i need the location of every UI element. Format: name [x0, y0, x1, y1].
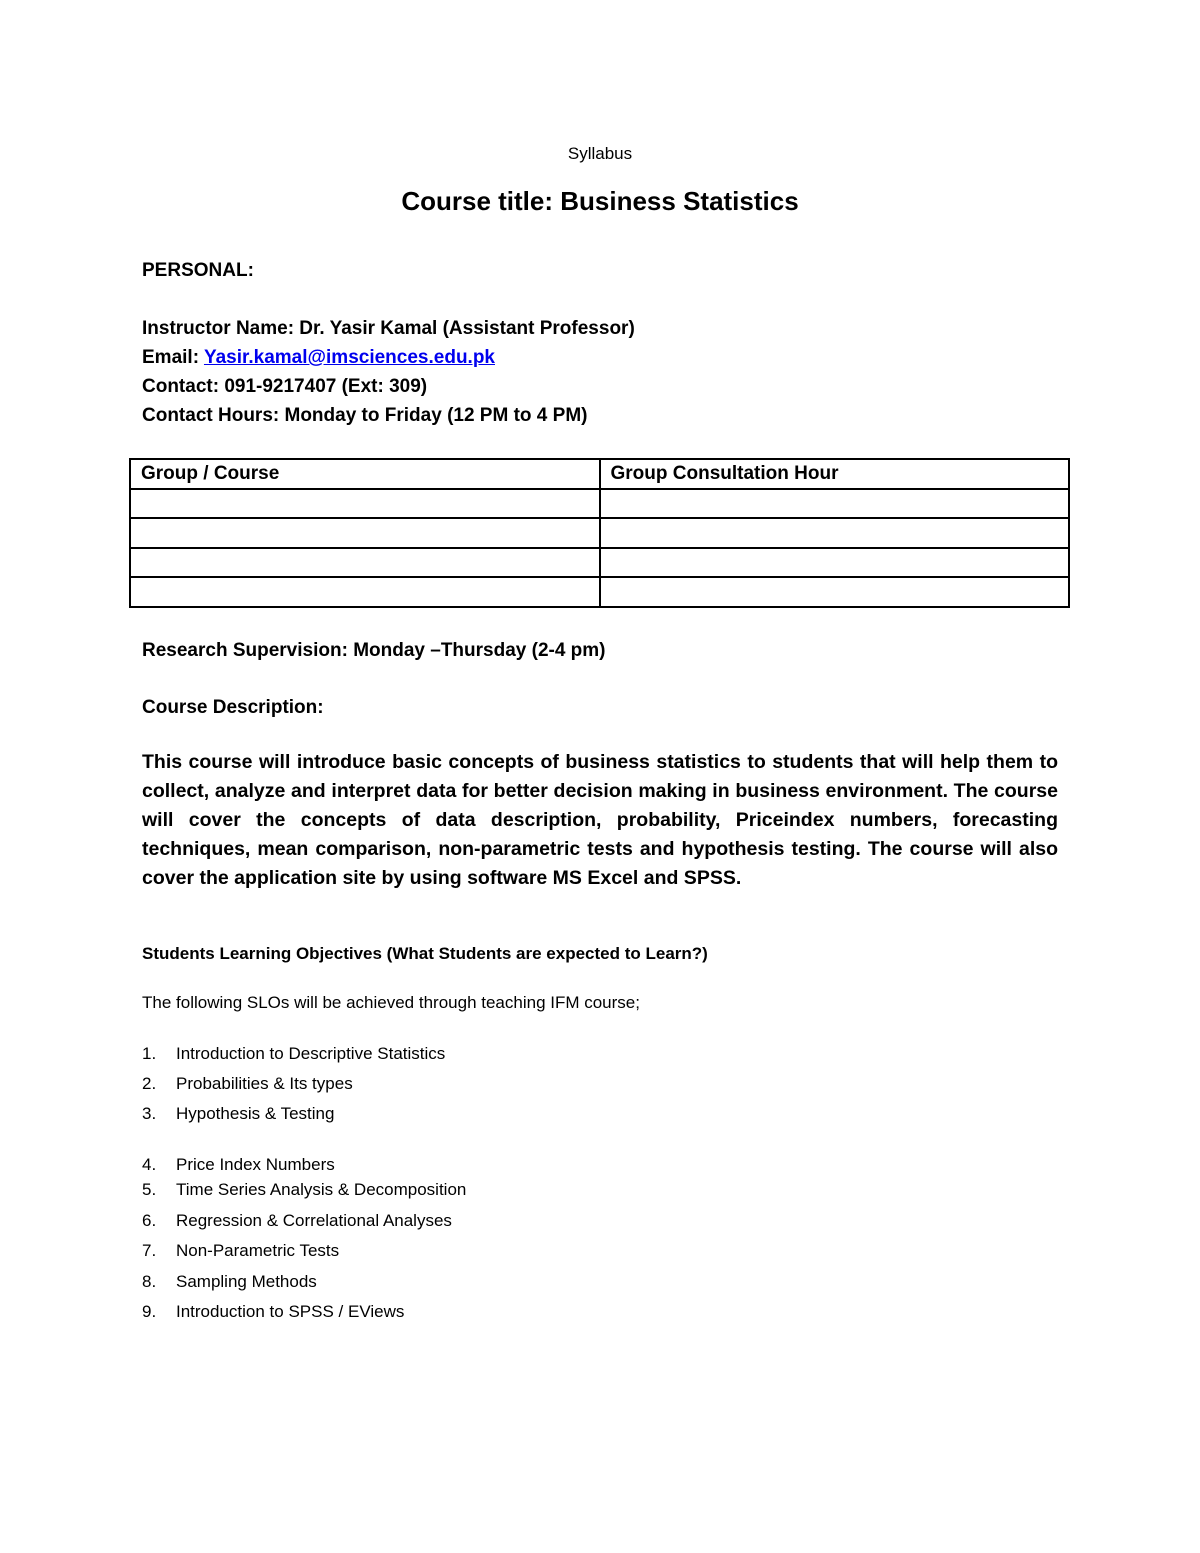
table-header-row	[130, 459, 1069, 489]
list-number: 5.	[142, 1180, 157, 1199]
list-text: Introduction to Descriptive Statistics	[176, 1044, 446, 1063]
list-number: 7.	[142, 1241, 157, 1260]
table-cell	[130, 518, 600, 548]
list-item	[142, 1180, 466, 1200]
table-cell	[130, 548, 600, 578]
table-row	[130, 548, 1069, 578]
list-number: 3.	[142, 1104, 157, 1123]
table-cell	[600, 548, 1070, 578]
table-row	[130, 577, 1069, 607]
list-item	[142, 1104, 334, 1124]
list-item	[142, 1272, 317, 1292]
table-cell	[600, 518, 1070, 548]
document-label: Syllabus	[567, 144, 633, 163]
email-link[interactable]: Yasir.kamal@imsciences.edu.pk	[203, 347, 495, 368]
group-consultation-table	[129, 458, 1070, 608]
list-number: 2.	[142, 1074, 157, 1093]
list-number: 1.	[142, 1044, 157, 1063]
contact-number: Contact: 091-9217407 (Ext: 309)	[142, 376, 428, 397]
course-description-heading: Course Description:	[142, 697, 324, 718]
table-cell	[600, 489, 1070, 519]
email-label: Email:	[142, 347, 204, 368]
slo-heading: Students Learning Objectives (What Students are expected to Learn?)	[142, 944, 708, 963]
list-item	[142, 1044, 445, 1064]
list-text: Price Index Numbers	[176, 1155, 335, 1174]
list-number: 6.	[142, 1211, 157, 1230]
header-consultation-hour: Group Consultation Hour	[600, 459, 1070, 489]
table-cell	[130, 489, 600, 519]
list-text: Introduction to SPSS / EViews	[176, 1302, 405, 1321]
list-text: Non-Parametric Tests	[176, 1241, 340, 1260]
course-description-text: This course will introduce basic concepts of business statistics to students that will help them to collect, analyze and interpret data for better decision making in business environment. The course will cover the concepts of data description, probability, Priceindex numbers, forecasting techniques, mean comparison, non-parametric tests and hypothesis testing. The course will also cover the application site by using software MS Excel and SPSS.	[142, 751, 1058, 889]
table-row	[130, 518, 1069, 548]
list-number: 8.	[142, 1272, 157, 1291]
list-item	[142, 1241, 339, 1261]
list-text: Hypothesis & Testing	[176, 1104, 335, 1123]
list-item	[142, 1302, 404, 1322]
table-cell	[600, 577, 1070, 607]
list-item	[142, 1155, 335, 1175]
research-supervision: Research Supervision: Monday –Thursday (2-4 pm)	[142, 640, 606, 661]
list-item	[142, 1074, 353, 1094]
table-row	[130, 489, 1069, 519]
list-number: 4.	[142, 1155, 157, 1174]
list-text: Time Series Analysis & Decomposition	[176, 1180, 467, 1199]
email-line	[142, 347, 495, 369]
contact-hours: Contact Hours: Monday to Friday (12 PM to 4 PM)	[142, 405, 588, 426]
list-text: Probabilities & Its types	[176, 1074, 353, 1093]
list-item	[142, 1211, 452, 1231]
course-title: Course title: Business Statistics	[401, 186, 799, 216]
personal-heading: PERSONAL:	[142, 260, 254, 281]
list-text: Sampling Methods	[176, 1272, 317, 1291]
instructor-name: Instructor Name: Dr. Yasir Kamal (Assistant Professor)	[142, 318, 635, 339]
slo-intro: The following SLOs will be achieved through teaching IFM course;	[142, 993, 640, 1012]
list-text: Regression & Correlational Analyses	[176, 1211, 452, 1230]
header-group-course: Group / Course	[130, 459, 600, 489]
list-number: 9.	[142, 1302, 157, 1321]
table-cell	[130, 577, 600, 607]
